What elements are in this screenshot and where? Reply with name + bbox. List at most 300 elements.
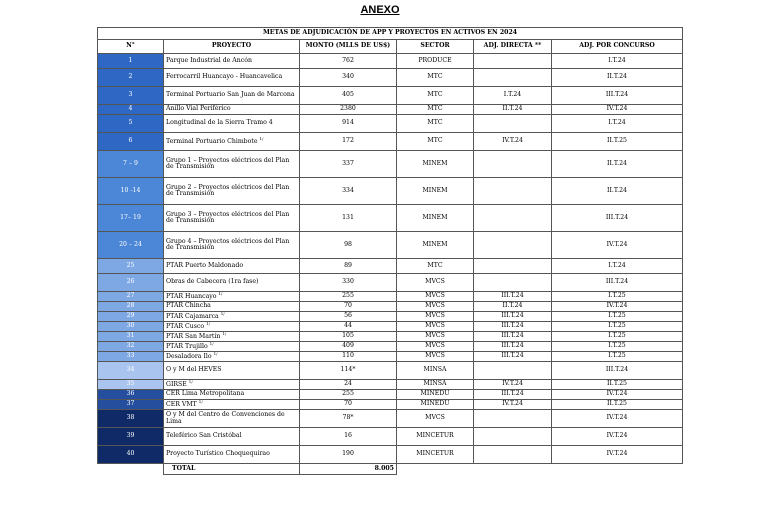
table-row [98,205,683,232]
cell-adj-concurso-text: II.T.24 [607,73,627,81]
cell-adj-directa [474,151,552,178]
cell-adj-concurso-text: IV.T.24 [606,450,628,458]
table-row [98,54,683,69]
table-row [98,446,683,464]
cell-proyecto-text: GIRSE [166,381,187,389]
cell-proyecto-text: PTAR Cusco [166,323,205,331]
cell-adj-concurso [552,332,683,342]
cell-numero-text: 39 [126,432,135,440]
cell-sector [397,274,474,292]
cell-adj-directa-text: III.T.24 [501,352,524,360]
cell-adj-concurso [552,302,683,312]
cell-numero [98,115,164,133]
table-row [98,87,683,105]
cell-monto-text: 340 [342,73,354,81]
cell-monto [300,232,397,259]
table-row [98,259,683,274]
total-value: 8.005 [300,464,397,475]
cell-sector [397,342,474,352]
cell-adj-concurso-text: II.T.25 [607,137,627,145]
cell-numero-text: 25 [126,261,135,269]
projects-table [97,27,683,475]
cell-adj-concurso-text: III.T.24 [605,278,629,286]
cell-sector [397,352,474,362]
cell-adj-concurso [552,178,683,205]
cell-monto [300,178,397,205]
table-row [98,292,683,302]
cell-sector-text: MVCS [425,292,445,300]
cell-adj-concurso [552,292,683,302]
cell-monto-text: 70 [344,400,352,408]
cell-monto [300,259,397,274]
cell-proyecto [164,115,300,133]
cell-numero [98,342,164,352]
cell-adj-concurso [552,205,683,232]
cell-sector-text: MTC [427,137,443,145]
cell-adj-directa [474,342,552,352]
col-header-monto: MONTO (MLLS DE US$) [300,40,397,54]
cell-adj-concurso-text: I.T.24 [608,56,626,64]
cell-monto [300,87,397,105]
cell-adj-concurso-text: I.T.24 [608,119,626,127]
cell-sector-text: MTC [427,119,443,127]
cell-sector [397,380,474,390]
cell-monto [300,133,397,151]
cell-proyecto-text: Grupo 4 – Proyectos eléctricos del Plan de Transmisión [166,237,290,251]
cell-monto [300,105,397,115]
cell-sector-text: MTC [427,91,443,99]
cell-adj-concurso-text: IV.T.24 [606,390,628,398]
cell-proyecto [164,302,300,312]
table-row [98,400,683,410]
cell-monto-text: 409 [342,342,354,350]
cell-numero [98,332,164,342]
cell-adj-directa [474,205,552,232]
cell-numero [98,410,164,428]
cell-adj-concurso-text: I.T.24 [608,261,626,269]
cell-proyecto [164,312,300,322]
cell-sector [397,87,474,105]
cell-proyecto-text: Ferrocarril Huancayo - Huancavelica [166,73,283,81]
cell-numero-text: 40 [126,450,135,458]
cell-proyecto-text: Grupo 3 – Proyectos eléctricos del Plan de Transmisión [166,210,290,224]
cell-proyecto [164,400,300,410]
cell-sector [397,54,474,69]
cell-sector [397,362,474,380]
cell-numero [98,390,164,400]
cell-adj-directa-text: IV.T.24 [502,400,523,408]
cell-monto-text: 16 [344,432,352,440]
table-row [98,302,683,312]
table-row [98,69,683,87]
cell-adj-directa [474,87,552,105]
footnote-mark: 1/ [206,321,211,327]
cell-sector [397,133,474,151]
cell-proyecto [164,54,300,69]
cell-sector [397,428,474,446]
cell-adj-concurso [552,352,683,362]
table-row [98,105,683,115]
cell-adj-concurso-text: IV.T.24 [606,414,628,422]
cell-numero-text: 34 [126,366,135,374]
cell-numero [98,302,164,312]
cell-adj-concurso-text: III.T.24 [605,366,629,374]
cell-proyecto [164,352,300,362]
cell-proyecto [164,178,300,205]
cell-sector [397,322,474,332]
cell-proyecto [164,362,300,380]
cell-numero-text: 38 [126,414,135,422]
table-row [98,115,683,133]
cell-adj-directa [474,292,552,302]
cell-numero [98,105,164,115]
cell-sector [397,390,474,400]
total-blank-1 [397,464,474,475]
cell-adj-directa [474,302,552,312]
cell-adj-concurso [552,259,683,274]
cell-proyecto-text: Obras de Cabecera (1ra fase) [166,278,259,286]
cell-adj-concurso [552,446,683,464]
cell-sector-text: MINEM [422,213,448,221]
cell-monto [300,322,397,332]
cell-adj-concurso [552,115,683,133]
cell-numero [98,312,164,322]
cell-monto-text: 44 [344,322,352,330]
cell-sector [397,205,474,232]
total-spacer [98,464,164,475]
cell-numero [98,178,164,205]
cell-adj-concurso-text: II.T.25 [607,380,627,388]
cell-monto-text: 110 [342,352,354,360]
cell-monto [300,151,397,178]
cell-monto-text: 131 [342,213,354,221]
cell-monto [300,274,397,292]
cell-adj-concurso [552,274,683,292]
table-row [98,352,683,362]
table-row [98,274,683,292]
cell-adj-concurso [552,312,683,322]
cell-numero [98,428,164,446]
cell-proyecto [164,205,300,232]
cell-adj-directa-text: II.T.24 [502,302,523,310]
cell-numero [98,151,164,178]
cell-numero-text: 6 [128,137,133,145]
table-row [98,332,683,342]
cell-monto [300,352,397,362]
table-row [98,322,683,332]
table-row [98,133,683,151]
cell-monto [300,410,397,428]
cell-monto [300,312,397,322]
cell-numero-text: 3 [128,91,133,99]
cell-adj-concurso [552,69,683,87]
cell-adj-concurso [552,342,683,352]
cell-proyecto-text: CER VMT [166,401,197,409]
cell-monto [300,400,397,410]
cell-proyecto [164,410,300,428]
cell-sector-text: MVCS [425,312,445,320]
anexo-heading: ANEXO [360,4,400,16]
cell-adj-directa [474,105,552,115]
cell-numero [98,362,164,380]
table-row [98,428,683,446]
cell-adj-directa [474,133,552,151]
cell-proyecto [164,133,300,151]
cell-sector-text: MINCETUR [416,432,454,440]
cell-adj-concurso [552,410,683,428]
table-row [98,151,683,178]
cell-adj-concurso [552,232,683,259]
cell-proyecto [164,380,300,390]
cell-adj-concurso [552,54,683,69]
cell-adj-concurso-text: IV.T.24 [606,302,628,310]
cell-numero-text: 20 – 24 [119,240,142,248]
cell-monto-text: 337 [342,159,354,167]
cell-numero-text: 1 [128,56,133,64]
cell-proyecto-text: Grupo 1 – Proyectos eléctricos del Plan de Transmisión [166,156,290,170]
cell-sector [397,69,474,87]
cell-sector [397,105,474,115]
cell-sector [397,259,474,274]
cell-proyecto [164,232,300,259]
cell-sector [397,151,474,178]
col-header-adj-directa: ADJ. DIRECTA ** [474,40,552,54]
cell-adj-concurso-text: I.T.25 [608,342,626,350]
cell-proyecto [164,342,300,352]
cell-proyecto-text: Terminal Portuario San Juan de Marcona [166,91,295,99]
cell-monto [300,342,397,352]
cell-sector-text: MTC [427,73,443,81]
cell-monto [300,292,397,302]
cell-sector-text: MVCS [425,332,445,340]
cell-monto [300,390,397,400]
cell-sector [397,302,474,312]
cell-proyecto-text: O y M del Centro de Convenciones de Lima [166,411,285,425]
cell-adj-concurso-text: III.T.24 [605,213,629,221]
cell-numero-text: 4 [128,105,133,113]
cell-proyecto-text: PTAR San Martín [166,333,221,341]
cell-adj-directa [474,259,552,274]
cell-numero [98,352,164,362]
cell-numero-text: 32 [126,342,135,350]
cell-adj-concurso-text: IV.T.24 [606,105,628,113]
cell-proyecto-text: Grupo 2 – Proyectos eléctricos del Plan de Transmisión [166,183,290,197]
cell-monto [300,115,397,133]
cell-proyecto-text: Proyecto Turístico Choquequirao [166,450,270,458]
cell-monto-text: 405 [342,91,354,99]
cell-numero [98,446,164,464]
cell-sector-text: MINEM [422,159,448,167]
cell-sector-text: MVCS [425,342,445,350]
cell-proyecto [164,105,300,115]
cell-adj-directa [474,380,552,390]
footnote-mark: 1/ [198,399,203,405]
cell-proyecto-text: Longitudinal de la Sierra Tramo 4 [166,119,273,127]
cell-monto [300,54,397,69]
total-blank-3 [552,464,683,475]
cell-adj-concurso-text: II.T.25 [607,400,627,408]
cell-adj-directa [474,410,552,428]
table-row [98,380,683,390]
cell-adj-concurso [552,322,683,332]
cell-adj-directa [474,332,552,342]
cell-monto [300,446,397,464]
cell-sector-text: MTC [427,105,443,113]
cell-proyecto-text: Terminal Portuario Chimbote [166,138,258,146]
cell-numero-text: 26 [126,278,135,286]
cell-numero [98,292,164,302]
cell-monto-text: 89 [344,261,352,269]
cell-adj-concurso [552,87,683,105]
cell-adj-directa-text: III.T.24 [501,390,524,398]
cell-adj-concurso-text: I.T.25 [608,322,626,330]
cell-adj-directa [474,362,552,380]
cell-adj-directa-text: III.T.24 [501,342,524,350]
cell-adj-directa [474,69,552,87]
cell-monto [300,428,397,446]
total-blank-2 [474,464,552,475]
cell-proyecto-text: Teleférico San Cristóbal [166,432,242,440]
cell-sector-text: MINEM [422,186,448,194]
cell-adj-concurso-text: I.T.25 [608,312,626,320]
cell-proyecto-text: PTAR Cajamarca [166,313,219,321]
cell-adj-directa [474,352,552,362]
cell-adj-directa [474,428,552,446]
cell-monto-text: 56 [344,312,352,320]
cell-sector-text: PRODUCE [418,56,452,64]
cell-numero-text: 10 -14 [120,186,141,194]
footnote-mark: 1/ [259,136,264,142]
cell-numero-text: 27 [126,292,135,300]
cell-adj-concurso-text: III.T.24 [605,91,629,99]
footnote-mark: 1/ [209,341,214,347]
cell-proyecto [164,332,300,342]
table-row [98,178,683,205]
cell-sector-text: MVCS [425,414,445,422]
cell-numero-text: 33 [126,352,135,360]
cell-adj-directa [474,400,552,410]
cell-numero [98,322,164,332]
cell-monto-text: 255 [342,390,354,398]
cell-adj-directa [474,54,552,69]
table-row [98,362,683,380]
cell-adj-concurso [552,400,683,410]
cell-adj-directa [474,322,552,332]
table-row [98,342,683,352]
footnote-mark: 1/ [218,291,223,297]
cell-adj-directa-text: II.T.24 [502,105,523,113]
cell-numero-text: 30 [126,322,135,330]
cell-sector-text: MINEDU [420,390,450,398]
cell-proyecto [164,151,300,178]
cell-sector [397,292,474,302]
cell-adj-concurso [552,105,683,115]
col-header-numero: N° [98,40,164,54]
cell-monto-text: 105 [342,332,354,340]
col-header-proyecto: PROYECTO [164,40,300,54]
cell-numero-text: 36 [126,390,135,398]
cell-monto-text: 24 [344,380,352,388]
cell-numero-text: 35 [126,380,135,388]
cell-monto-text: 98 [344,240,352,248]
cell-numero [98,380,164,390]
cell-adj-directa-text: IV.T.24 [502,137,523,145]
cell-adj-directa-text: III.T.24 [501,322,524,330]
cell-sector-text: MINEM [422,240,448,248]
cell-adj-directa-text: I.T.24 [503,91,522,99]
cell-monto-text: 330 [342,278,354,286]
cell-numero [98,87,164,105]
cell-monto [300,380,397,390]
cell-sector-text: MVCS [425,278,445,286]
cell-sector-text: MINSA [423,366,447,374]
cell-adj-directa [474,390,552,400]
table-row [98,232,683,259]
cell-sector-text: MVCS [425,352,445,360]
col-header-adj-concurso: ADJ. POR CONCURSO [552,40,683,54]
table-row [98,390,683,400]
table-row [98,410,683,428]
cell-adj-concurso-text: I.T.25 [608,332,626,340]
cell-proyecto-text: PTAR Chincha [166,302,211,310]
cell-numero-text: 5 [128,119,133,127]
cell-numero [98,205,164,232]
cell-proyecto [164,446,300,464]
cell-monto-text: 334 [342,186,354,194]
cell-adj-directa [474,446,552,464]
cell-monto [300,332,397,342]
cell-monto-text: 255 [342,292,354,300]
cell-monto [300,362,397,380]
cell-proyecto [164,259,300,274]
cell-monto-text: 190 [342,450,354,458]
cell-sector-text: MINEDU [420,400,450,408]
footnote-mark: 1/ [213,351,218,357]
cell-numero-text: 17– 19 [120,213,141,221]
cell-monto [300,69,397,87]
cell-sector [397,446,474,464]
cell-sector-text: MINCETUR [416,450,454,458]
cell-monto-text: 762 [342,56,354,64]
cell-adj-directa-text: IV.T.24 [502,380,523,388]
cell-sector-text: MVCS [425,302,445,310]
cell-adj-concurso-text: IV.T.24 [606,432,628,440]
cell-monto-text: 2380 [340,105,356,113]
cell-proyecto-text: Desaladora Ilo [166,353,212,361]
cell-adj-directa [474,312,552,322]
cell-numero-text: 28 [126,302,135,310]
cell-proyecto [164,322,300,332]
cell-adj-directa [474,232,552,259]
cell-sector [397,115,474,133]
cell-numero [98,259,164,274]
cell-monto-text: 172 [342,137,354,145]
cell-sector [397,410,474,428]
cell-monto-text: 70 [344,302,352,310]
cell-adj-concurso [552,151,683,178]
cell-proyecto [164,87,300,105]
cell-proyecto [164,274,300,292]
cell-sector [397,332,474,342]
cell-adj-concurso-text: IV.T.24 [606,240,628,248]
cell-proyecto-text: PTAR Puerto Maldonado [166,261,244,269]
footnote-mark: 1/ [222,331,227,337]
cell-numero [98,133,164,151]
cell-monto-text: 914 [342,119,354,127]
cell-proyecto-text: Anillo Vial Periférico [166,105,231,113]
cell-adj-directa [474,178,552,205]
cell-numero [98,232,164,259]
